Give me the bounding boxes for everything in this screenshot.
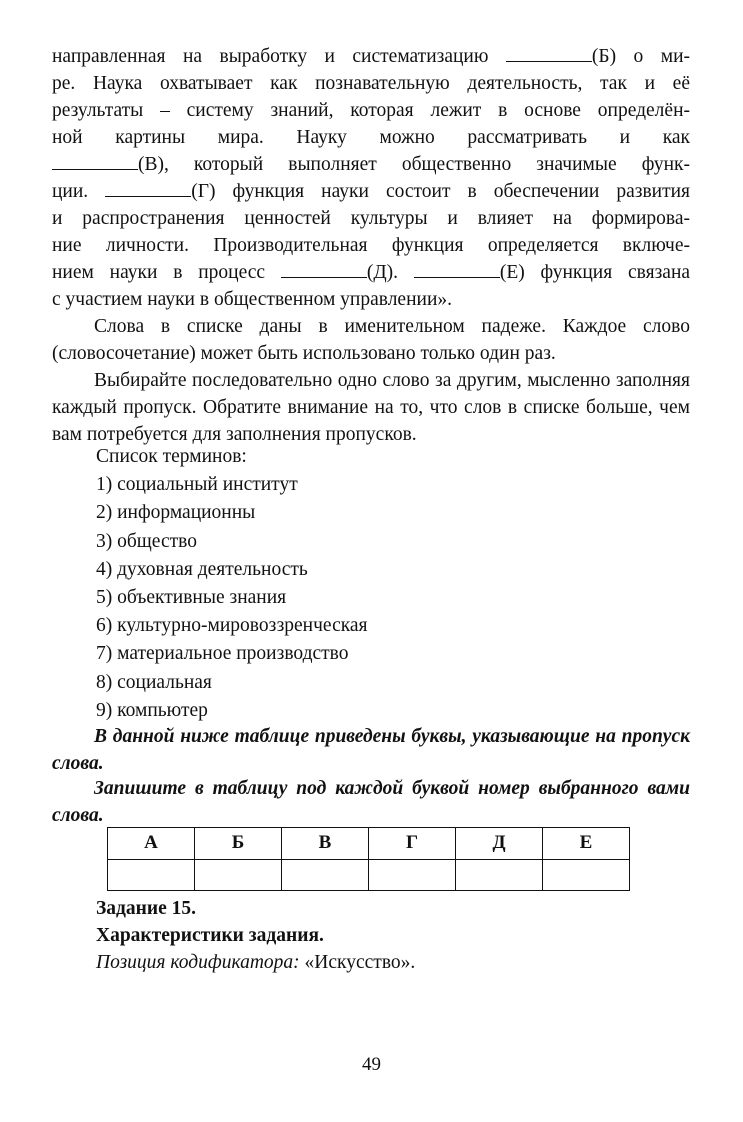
blank-d: [281, 259, 367, 278]
answer-letter-e: Е: [543, 828, 630, 860]
task-info: [96, 895, 415, 976]
list-item: 6) культурно-мировоззренческая: [96, 615, 368, 637]
passage-line-1: направленная на выработку и систематизацию (Б) о ми-: [52, 43, 690, 70]
answer-cell-v[interactable]: [282, 859, 369, 891]
list-item: 7) материальное производство: [96, 643, 349, 665]
list-item: 1) социальный институт: [96, 474, 298, 496]
passage-line-9: нием науки в процесс (Д). (Е) функция связана: [52, 259, 690, 286]
blank-b: [506, 43, 592, 62]
term-list: [96, 443, 368, 725]
instruction-paragraph-1: Слова в списке даны в именительном падеже. Каждое слово (словосочетание) может быть использовано только один раз.: [52, 316, 690, 364]
task-title: Задание 15.: [96, 898, 197, 919]
answer-cell-a[interactable]: [108, 859, 195, 891]
answer-cell-b[interactable]: [195, 859, 282, 891]
answer-table: [107, 827, 630, 891]
passage-line-4: ной картины мира. Науку можно рассматривать и как: [52, 127, 690, 148]
passage-line-7: и распространения ценностей культуры и влияет на формирова-: [52, 208, 690, 229]
list-item: 4) духовная деятельность: [96, 558, 308, 580]
codifier-position-label: Позиция кодификатора:: [96, 952, 300, 973]
passage-line-5: (В), который выполняет общественно значимые функ-: [52, 151, 690, 178]
codifier-position-value: «Искусство».: [304, 952, 416, 973]
table-note-2: Запишите в таблицу под каждой буквой номер выбранного вами слова.: [52, 778, 690, 826]
passage: [52, 43, 690, 313]
answer-letter-d: Д: [456, 828, 543, 860]
passage-line-10: с участием науки в общественном управлении».: [52, 289, 453, 310]
codifier-position: [96, 949, 415, 976]
answer-cell-e[interactable]: [543, 859, 630, 891]
list-item: 9) компьютер: [96, 699, 208, 721]
instructions: [52, 313, 690, 367]
answer-letter-a: А: [108, 828, 195, 860]
answer-cell-d[interactable]: [456, 859, 543, 891]
answer-table-input-row: [108, 859, 630, 891]
passage-line-6: ции. (Г) функция науки состоит в обеспечении развития: [52, 178, 690, 205]
list-item: 2) информационны: [96, 502, 256, 524]
table-note-1: В данной ниже таблице приведены буквы, указывающие на пропуск слова.: [52, 726, 690, 774]
passage-line-3: результаты – систему знаний, которая лежит в основе определён-: [52, 100, 690, 121]
answer-cell-g[interactable]: [369, 859, 456, 891]
answer-letter-g: Г: [369, 828, 456, 860]
term-list-heading: Список терминов:: [96, 446, 247, 467]
instructions-2: [52, 367, 690, 448]
blank-v: [52, 151, 138, 170]
passage-line-2: ре. Наука охватывает как познавательную деятельность, так и её: [52, 73, 690, 94]
instruction-paragraph-2: Выбирайте последовательно одно слово за другим, мысленно заполняя каждый пропуск. Обратите внимание на то, что слов в списке больше, чем вам потребуется для заполнения пропусков.: [52, 370, 690, 445]
page-number: 49: [362, 1054, 381, 1075]
blank-e: [414, 259, 500, 278]
passage-line-8: ние личности. Производительная функция определяется включе-: [52, 235, 690, 256]
list-item: 8) социальная: [96, 671, 212, 693]
list-item: 3) общество: [96, 530, 197, 552]
task-subtitle: Характеристики задания.: [96, 925, 324, 946]
list-item: 5) объективные знания: [96, 587, 287, 609]
answer-letter-b: Б: [195, 828, 282, 860]
answer-table-header-row: [108, 828, 630, 860]
answer-letter-v: В: [282, 828, 369, 860]
blank-g: [105, 178, 191, 197]
